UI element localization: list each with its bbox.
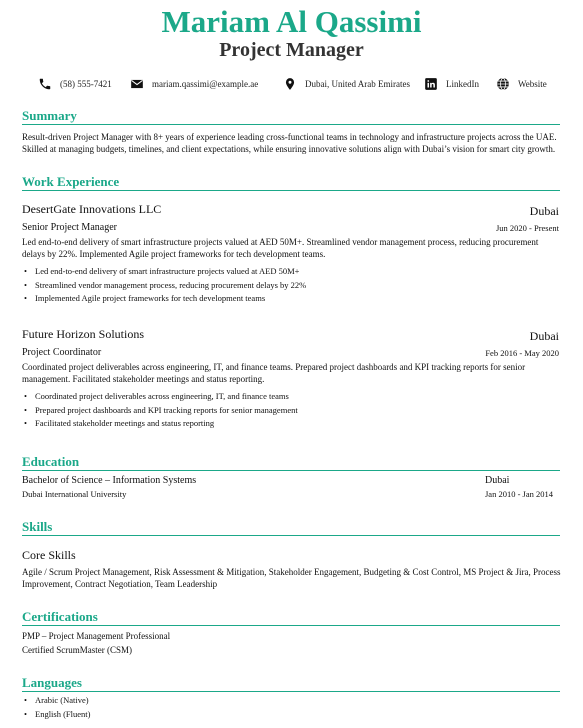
list-item: • Coordinated project deliverables across engineering, IT, and finance teams <box>22 390 562 404</box>
linkedin-icon <box>424 77 438 91</box>
job-role: Senior Project Manager <box>22 222 117 233</box>
job-location: Dubai <box>529 329 559 343</box>
website-link[interactable]: Website <box>518 79 547 89</box>
list-item: • Arabic (Native) <box>22 694 562 708</box>
linkedin-link[interactable]: LinkedIn <box>446 79 479 89</box>
skills-heading: Skills <box>22 519 53 534</box>
job-bullets <box>22 265 562 306</box>
list-item: • Prepared project dashboards and KPI tracking reports for senior management <box>22 404 562 418</box>
contact-website[interactable] <box>496 76 547 92</box>
list-item: • Facilitated stakeholder meetings and status reporting <box>22 417 562 431</box>
job-role: Project Coordinator <box>22 347 102 358</box>
list-item: • English (Fluent) <box>22 708 562 722</box>
list-item: • Implemented Agile project frameworks for tech development teams <box>22 292 562 306</box>
education-location: Dubai <box>485 475 510 486</box>
languages-heading: Languages <box>22 675 82 690</box>
education-school: Dubai International University <box>22 489 127 499</box>
globe-icon <box>496 77 510 91</box>
job-company: Future Horizon Solutions <box>22 327 144 341</box>
job-bullets <box>22 390 562 431</box>
education-degree: Bachelor of Science – Information Systems <box>22 475 197 486</box>
list-item: • Led end-to-end delivery of smart infrastructure projects valued at AED 50M+ <box>22 265 562 279</box>
certifications-heading: Certifications <box>22 609 98 624</box>
list-item: Certified ScrumMaster (CSM) <box>22 645 132 655</box>
job-location: Dubai <box>529 204 559 218</box>
languages-divider <box>22 691 560 692</box>
certifications-divider <box>22 625 560 626</box>
skills-divider <box>22 535 560 536</box>
job-description: Coordinated project deliverables across engineering, IT, and finance teams. Prepared project dashboards and KPI tracking reports for senior management. Facilitated stakeholder meetings and status reporting. <box>22 362 526 384</box>
contact-linkedin[interactable] <box>424 76 479 92</box>
phone-text: (58) 555-7421 <box>60 79 112 89</box>
summary-text: Result-driven Project Manager with 8+ years of experience leading cross-functional teams in technology and infrastructure projects across the UAE. Skilled at managing budgets, timelines, and client expectations, while ensuring innovative solutions align with Dubai’s vision for smart city growth. <box>22 132 557 154</box>
contact-email[interactable] <box>130 76 258 92</box>
candidate-name: Mariam Al Qassimi <box>161 4 422 39</box>
job-company: DesertGate Innovations LLC <box>22 202 162 216</box>
envelope-icon <box>130 77 144 91</box>
contact-location <box>283 76 410 92</box>
job-description: Led end-to-end delivery of smart infrastructure projects valued at AED 50M+. Streamlined vendor management process, reducing procurement delays by 22%. Implemented Agile project frameworks for tech development teams. <box>22 237 539 259</box>
contact-phone <box>38 76 112 92</box>
languages-list <box>22 694 562 721</box>
map-pin-icon <box>283 77 297 91</box>
education-divider <box>22 470 560 471</box>
job-title: Project Manager <box>219 39 364 61</box>
job-dates: Jun 2020 - Present <box>495 223 559 233</box>
experience-divider <box>22 190 560 191</box>
job-dates: Feb 2016 - May 2020 <box>485 348 559 358</box>
list-item: PMP – Project Management Professional <box>22 631 171 641</box>
summary-heading: Summary <box>22 108 77 123</box>
list-item: • Streamlined vendor management process, reducing procurement delays by 22% <box>22 279 562 293</box>
phone-icon <box>38 77 52 91</box>
education-dates: Jan 2010 - Jan 2014 <box>485 489 553 499</box>
location-text: Dubai, United Arab Emirates <box>305 79 410 89</box>
experience-heading: Work Experience <box>22 174 120 189</box>
summary-divider <box>22 124 560 125</box>
skills-group-title: Core Skills <box>22 548 76 562</box>
skills-text: Agile / Scrum Project Management, Risk Assessment & Mitigation, Stakeholder Engagement, Budgeting & Cost Control, MS Project & Jira, Process Improvement, Contract Negotiation, Team Leadership <box>22 567 561 589</box>
education-heading: Education <box>22 454 80 469</box>
email-link[interactable]: mariam.qassimi@example.ae <box>152 79 259 89</box>
